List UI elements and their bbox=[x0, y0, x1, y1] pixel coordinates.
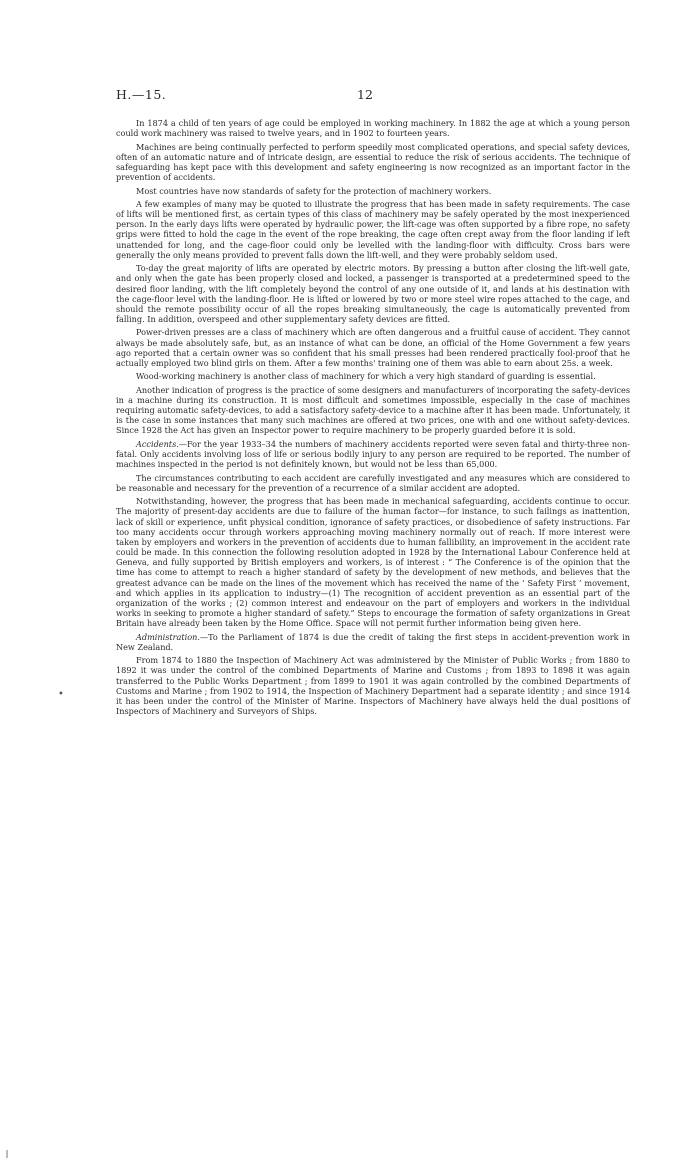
paragraph-machines-perfected bbox=[116, 142, 630, 183]
paragraph-circumstances bbox=[116, 473, 630, 493]
paragraph-text: Notwithstanding, however, the progress that has been made in mechanical safeguarding, accidents continue to occur. The majority of present-day accidents are due to failure of the human factor—for instance, to such failings as inattention, lack of skill or experience, unfit physical condition, ignorance of safety practices, or disobedience of safety instructions. Far too many accidents occur through workers approaching moving machinery normally out of reach. If more interest were taken by employers and workers in the prevention of accidents due to human fallibility, an improvement in the accident rate could be made. In this connection the following resolution adopted in 1928 by the International Labour Conference held at Geneva, and fully supported by British employers and workers, is of interest : “ The Conference is of the opinion that the time has come to attempt to reach a higher standard of safety by the development of new methods, and believes that the greatest advance can be made on the lines of the movement which has received the name of the ‘ Safety First ’ movement, and which applies in its application to industry—(1) The recognition of accident prevention as an essential part of the organization of the works ; (2) common interest and endeavour on the part of employers and workers in the individual works in seeking to promote a higher standard of safety.” Steps to encourage the formation of safety organizations in Great Britain have already been taken by the Home Office. Space will not permit further information being given here. bbox=[116, 496, 630, 629]
paragraph-text: Machines are being continually perfected to perform speedily most complicated operations, and special safety devices, often of an automatic nature and of intricate design, are essential to reduce the risk of serious accidents. The technique of safeguarding has kept pace with this development and safety engineering is now recognized as an important factor in the prevention of accidents. bbox=[116, 141, 630, 183]
section-heading-administration: Administration. bbox=[136, 631, 200, 642]
paragraph-lifts-today bbox=[116, 263, 630, 324]
page-number: 12 bbox=[357, 87, 373, 102]
paragraph-wood-working bbox=[116, 371, 630, 381]
document-body bbox=[116, 118, 630, 719]
paragraph-standards-of-safety bbox=[116, 186, 630, 196]
paragraph-text: Another indication of progress is the practice of some designers and manufacturers of incorporating the safety-devices in a machine during its construction. It is most difficult and sometimes impossible, especially in the case of machines requiring automatic safety-devices, to add a satisfactory safety-device to a machine after it has been made. Unfortunately, it is the case in some instances that many such machines are offered at two prices, one with and one without safety-devices. Since 1928 the Act has given an Inspector power to require machinery to be properly guarded before it is sold. bbox=[116, 384, 630, 436]
paragraph-child-labour-age bbox=[116, 118, 630, 138]
paragraph-administration-history bbox=[116, 655, 630, 716]
paragraph-text: In 1874 a child of ten years of age could be employed in working machinery. In 1882 the age at which a young person could work machinery was raised to twelve years, and in 1902 to fourteen years. bbox=[116, 118, 630, 139]
paragraph-power-presses bbox=[116, 327, 630, 368]
page-header bbox=[116, 87, 636, 103]
section-heading-accidents: Accidents. bbox=[136, 438, 179, 449]
paragraph-text: From 1874 to 1880 the Inspection of Machinery Act was administered by the Minister of Public Works ; from 1880 to 1892 it was under the control of the combined Departments of Marine and Customs ; from 1893 to 1898 it was again transferred to the Public Works Department ; from 1899 to 1901 it was again controlled by the combined Departments of Customs and Marine ; from 1902 to 1914, the Inspection of Machinery Department had a separate identity ; and since 1914 it has been under the control of the Minister of Marine. Inspectors of Machinery have always held the dual positions of Inspectors of Machinery and Surveyors of Ships. bbox=[116, 655, 630, 716]
paragraph-text: To-day the great majority of lifts are operated by electric motors. By pressing a button after closing the lift-well gate, and only when the gate has been properly closed and locked, a passenger is transported at a predetermined speed to the desired floor landing, with the lift completely beyond the control of any one outside of it, and lands at his destination with the cage-floor level with the landing-floor. He is lifted or lowered by two or more steel wire ropes attached to the cage, and should the remote possibility occur of all the ropes breaking simultaneously, the cage is automatically prevented from falling. In addition, overspeed and other supplementary safety devices are fitted. bbox=[116, 263, 630, 324]
paragraph-administration bbox=[116, 632, 630, 652]
paragraph-text: —For the year 1933–34 the numbers of machinery accidents reported were seven fatal and thirty-three non-fatal. Only accidents involving loss of life or serious bodily injury to any person are required to be reported. The number of machines inspected in the period is not definitely known, but would not be less than 65,000. bbox=[116, 438, 630, 470]
paragraph-lifts-history bbox=[116, 199, 630, 260]
paragraph-text: —To the Parliament of 1874 is due the credit of taking the first steps in accident-prevention work in New Zealand. bbox=[116, 631, 630, 652]
paragraph-text: The circumstances contributing to each accident are carefully investigated and any measures which are considered to be reasonable and necessary for the prevention of a recurrence of a similar accident are adopted. bbox=[116, 472, 630, 493]
paragraph-text: Most countries have now standards of safety for the protection of machinery workers. bbox=[136, 185, 492, 196]
margin-bullet-mark: • bbox=[58, 689, 64, 700]
document-reference: H.—15. bbox=[116, 87, 167, 102]
paragraph-human-factor bbox=[116, 496, 630, 628]
paragraph-text: Power-driven presses are a class of machinery which are often dangerous and a fruitful cause of accident. They cannot always be made absolutely safe, but, as an instance of what can be done, an official of the Home Government a few years ago reported that a certain owner was so confident that his small presses had been rendered practically fool-proof that he actually employed two blind girls on them. After a few months' training one of them was able to earn about 25s. a week. bbox=[116, 327, 630, 368]
paragraph-incorporating-devices bbox=[116, 385, 630, 436]
paragraph-accidents bbox=[116, 439, 630, 469]
paragraph-text: A few examples of many may be quoted to illustrate the progress that has been made in safety requirements. The case of lifts will be mentioned first, as certain types of this class of machinery may be safely operated by the most inexperienced person. In the early days lifts were operated by hydraulic power, the lift-cage was often supported by a fibre rope, no safety grips were fitted to hold the cage in the event of the rope breaking, the cage often crept away from the floor landing if left unattended for long, and the cage-floor could only be levelled with the landing-floor with difficulty. Cross bars were generally the only means provided to prevent falls down the lift-well, and they were probably seldom used. bbox=[116, 198, 630, 260]
scan-edge-mark bbox=[6, 1150, 8, 1158]
paragraph-text: Wood-working machinery is another class of machinery for which a very high standard of guarding is essential. bbox=[136, 371, 596, 382]
